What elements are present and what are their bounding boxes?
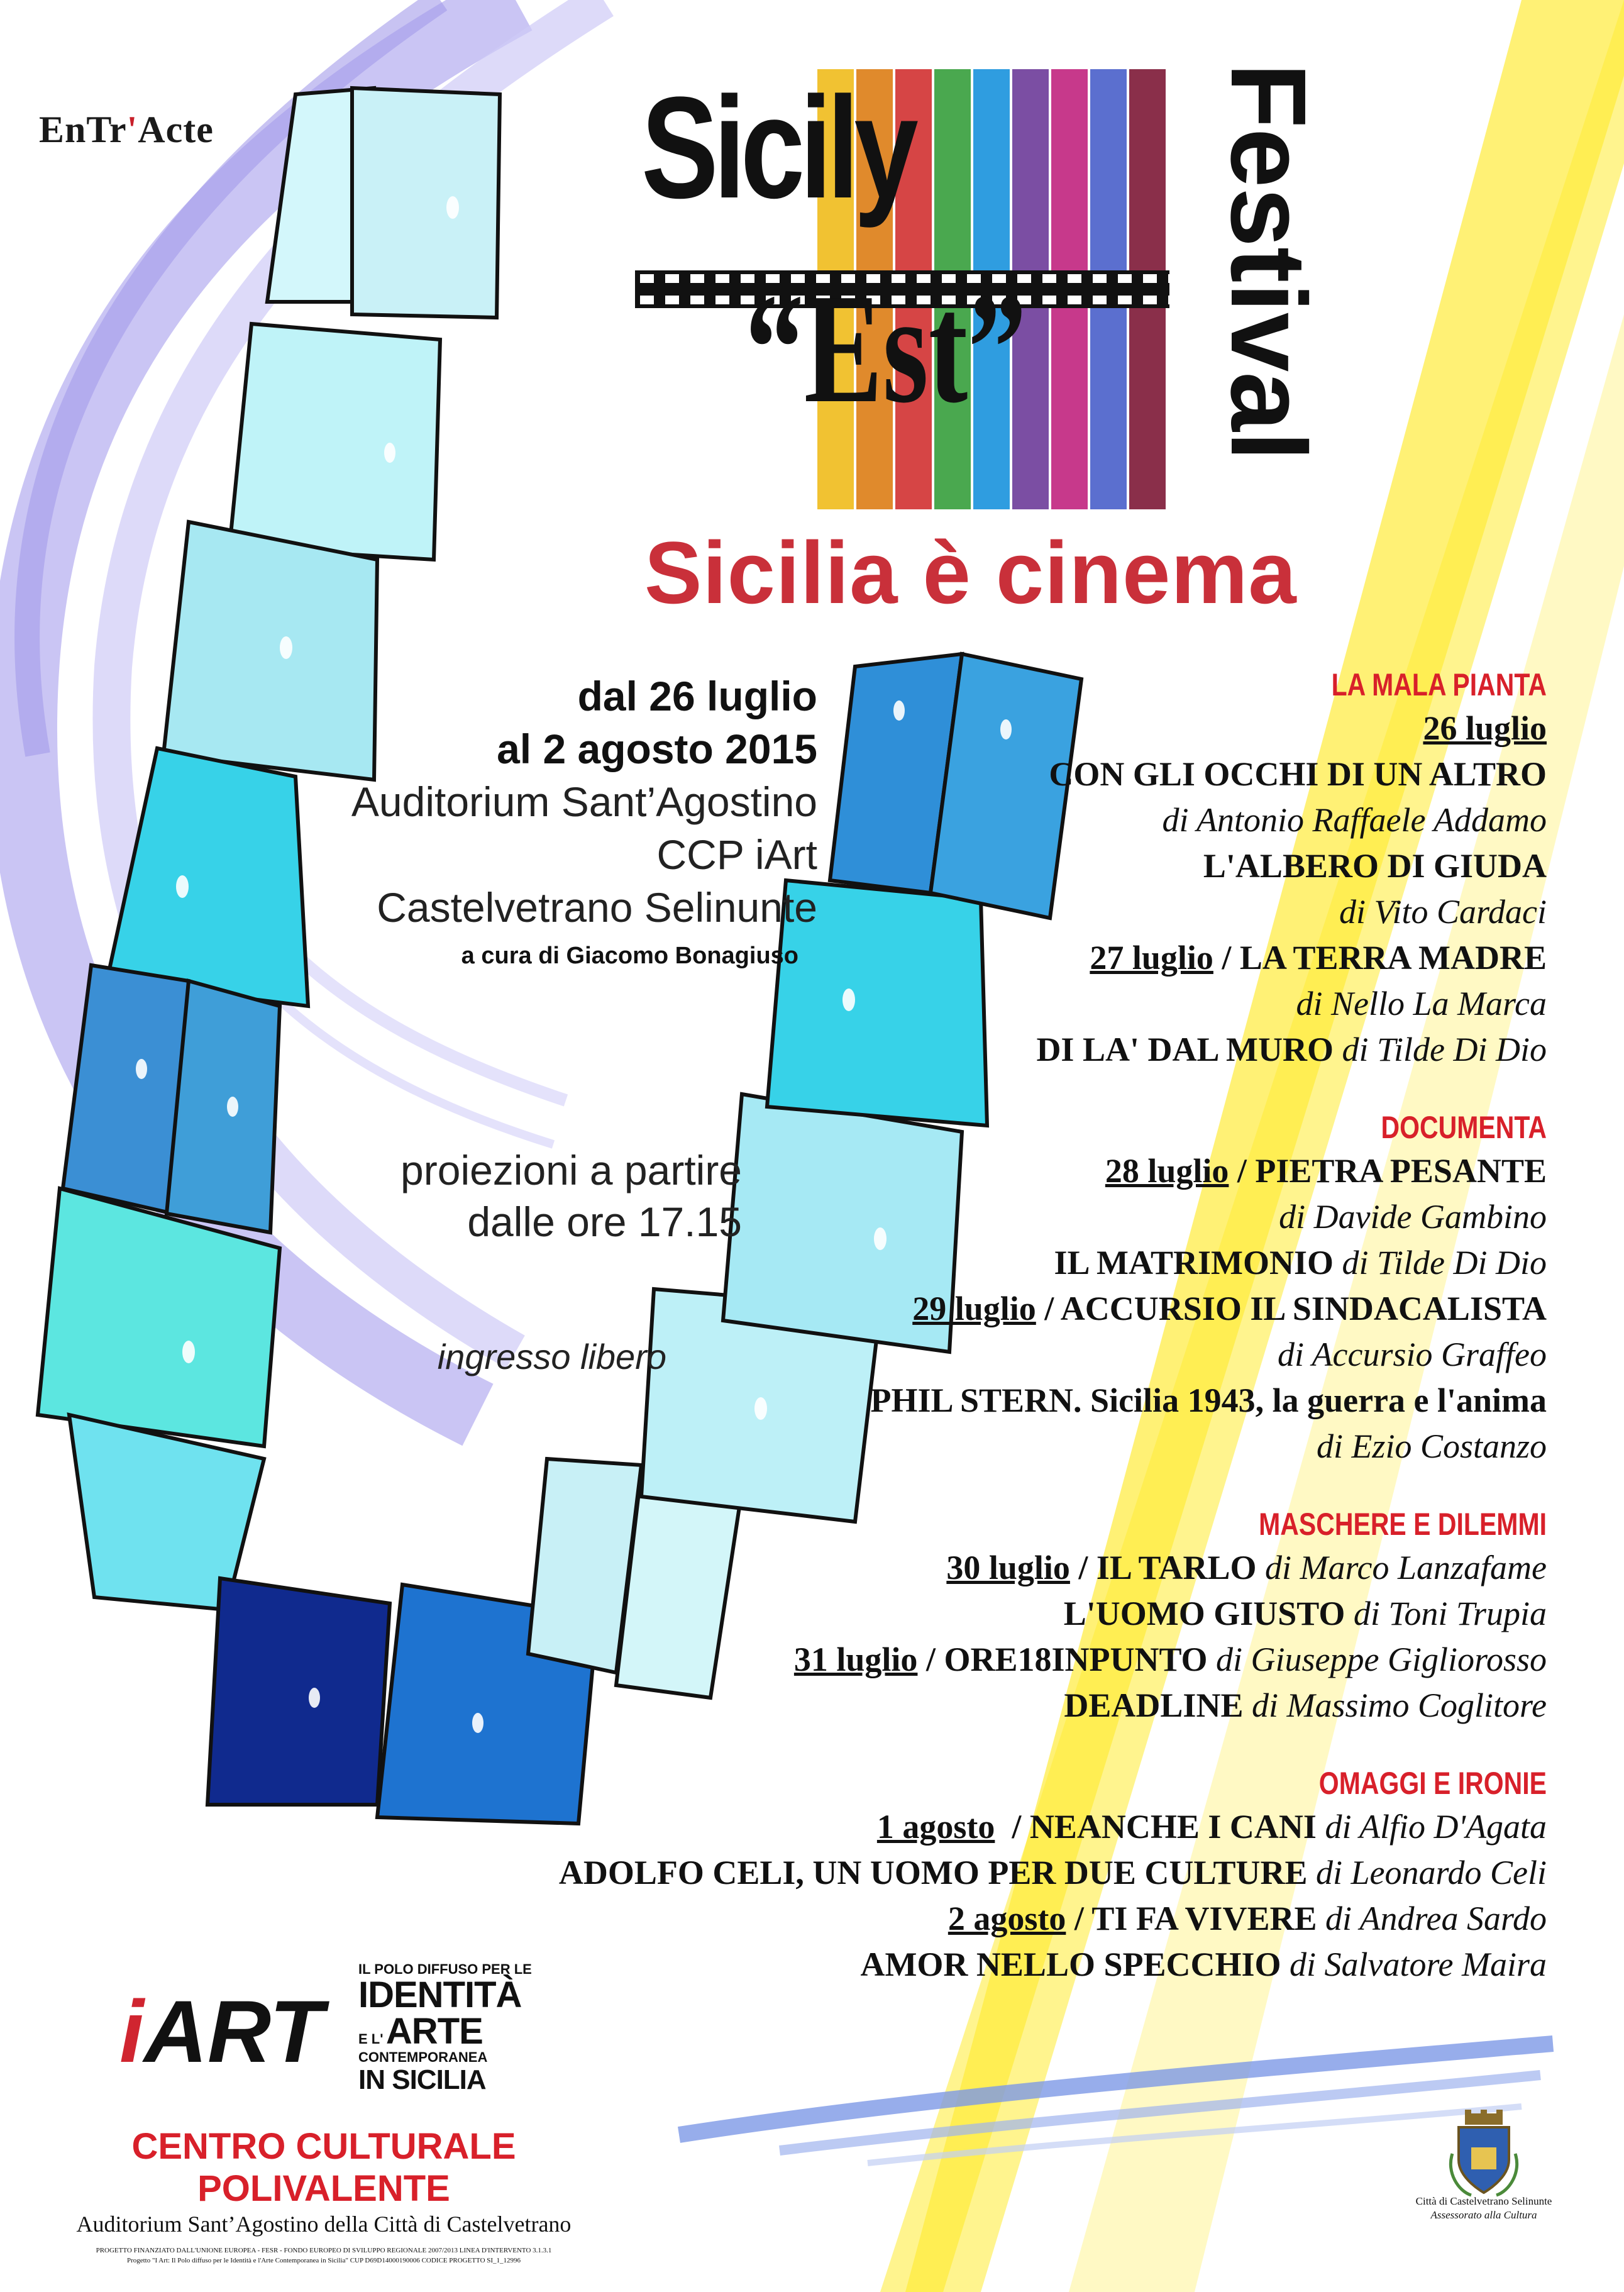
film-director: di Andrea Sardo [1325,1900,1547,1937]
logo-festival-text: Festival [1208,63,1328,462]
programme-line [553,1637,1547,1683]
iart-logo-i: i [119,1982,144,2081]
programme-line [553,706,1547,751]
screening-date: 1 agosto [876,1808,995,1846]
film-title: DEADLINE [1064,1686,1252,1724]
iart-logo-art: ART [143,1982,324,2081]
film-director: di Massimo Coglitore [1251,1686,1547,1724]
film-title: CON GLI OCCHI DI UN ALTRO [1049,755,1547,793]
film-title: / LA TERRA MADRE [1213,939,1547,977]
programme-line [553,1424,1547,1470]
polo-line-4: ARTE [385,2011,483,2052]
entracte-logo-mark: ' [126,109,138,150]
film-title: / TI FA VIVERE [1066,1900,1325,1937]
programme-line [553,1240,1547,1286]
film-title: / ORE18INPUNTO [917,1641,1216,1678]
programme-line [553,1545,1547,1591]
film-title: / NEANCHE I CANI [995,1808,1325,1846]
film-director: di Toni Trupia [1353,1595,1547,1632]
logo-sicily-text: Sicily [641,67,914,228]
programme-line [553,1194,1547,1240]
funding-note-1: PROGETTO FINANZIATO DALL'UNIONE EUROPEA - FESR - FONDO EUROPEO DI SVILUPPO REGIONALE 2007/2013 LINEA D'INTERVENTO 3.1.3.1 [96,2247,552,2254]
programme-line [553,1896,1547,1942]
film-director: di Antonio Raffaele Addamo [1162,801,1547,839]
ccp-subtitle: Auditorium Sant’Agostino della Città di Castelvetrano [76,2212,572,2237]
polo-line-art [358,2013,547,2050]
filmstrip-hole [1093,296,1107,304]
programme-line [553,889,1547,935]
filmstrip-hole [1143,296,1157,304]
programme-line [553,1148,1547,1194]
screening-date: 27 luglio [1090,939,1213,977]
ccp-footer [35,2125,613,2265]
programme-line [553,1942,1547,1988]
screening-date: 2 agosto [947,1900,1066,1937]
programme-line [553,1804,1547,1850]
filmstrip-hole [665,296,679,304]
film-director: di Tilde Di Dio [1342,1244,1547,1282]
programme-line [553,843,1547,889]
programme [553,667,1547,1988]
municipality-name: Città di Castelvetrano Selinunte [1415,2195,1552,2207]
screening-date: 29 luglio [912,1290,1036,1327]
film-director: di Leonardo Celi [1315,1854,1547,1891]
programme-line [553,1378,1547,1424]
programme-line [553,1027,1547,1073]
programme-line [553,1286,1547,1332]
polo-line-3: E L' [358,2031,384,2047]
film-title: AMOR NELLO SPECCHIO [860,1946,1290,1983]
film-director: di Davide Gambino [1279,1198,1547,1236]
film-director: di Tilde Di Dio [1342,1031,1547,1068]
programme-line [553,751,1547,797]
coat-of-arms-icon [1446,2110,1522,2198]
iart-logo [119,1981,323,2083]
screening-line-2: dalle ore 17.15 [467,1199,742,1245]
screening-date: 28 luglio [1105,1152,1229,1190]
programme-line [553,1591,1547,1637]
filmstrip-hole [690,274,704,283]
venue-line-1: Auditorium Sant’Agostino [351,778,817,825]
screening-line-1: proiezioni a partire [400,1147,742,1193]
filmstrip-hole [640,296,654,304]
film-title: DI LA' DAL MURO [1036,1031,1342,1068]
filmstrip-hole [640,274,654,283]
programme-line [553,981,1547,1027]
filmstrip-hole [1168,296,1182,304]
film-director: di Alfio D'Agata [1325,1808,1547,1846]
screening-date: 30 luglio [946,1549,1070,1586]
programme-line [553,797,1547,843]
film-director: di Vito Cardaci [1339,893,1547,931]
film-director: di Salvatore Maira [1290,1946,1547,1983]
filmstrip-hole [1068,274,1081,283]
filmstrip-hole [1042,274,1056,283]
entracte-logo [39,108,214,152]
film-title: L'UOMO GIUSTO [1063,1595,1354,1632]
film-title: / IL TARLO [1069,1549,1266,1586]
ccp-title: CENTRO CULTURALE POLIVALENTE [131,2126,516,2209]
programme-line [553,935,1547,981]
municipality-credit [1393,2195,1575,2222]
date-end: al 2 agosto 2015 [497,726,817,772]
filmstrip-hole [1143,274,1157,283]
section-title: MASCHERE E DILEMMI [1259,1507,1547,1542]
festival-logo [635,63,1328,629]
municipality-office: Assessorato alla Cultura [1430,2209,1537,2221]
film-director: di Accursio Graffeo [1278,1336,1547,1373]
date-start: dal 26 luglio [577,673,817,719]
section-title: OMAGGI E IRONIE [1318,1766,1547,1801]
entracte-logo-right: Acte [138,109,214,150]
filmstrip-hole [1118,274,1132,283]
section-title: DOCUMENTA [1381,1110,1547,1145]
filmstrip-hole [715,296,729,304]
film-director: di Ezio Costanzo [1316,1427,1547,1465]
polo-line-2: IDENTITÀ [358,1974,522,2015]
programme-line [553,1332,1547,1378]
admission: ingresso libero [437,1337,666,1376]
funding-note-2: Progetto "I Art: Il Polo diffuso per le Identità e l'Arte Contemporanea in Sicilia" CUP D69D14000190006 CODICE PROGETTO SI_1_12996 [126,2257,521,2264]
filmstrip-hole [665,274,679,283]
screening-date: 26 luglio [1423,709,1547,747]
filmstrip-hole [1042,296,1056,304]
filmstrip-hole [1168,274,1182,283]
curator: a cura di Giacomo Bonagiuso [461,943,798,969]
polo-line-6: IN SICILIA [358,2064,486,2095]
film-director: di Marco Lanzafame [1265,1549,1547,1586]
entracte-logo-left: EnTr [39,109,127,150]
programme-line [553,1683,1547,1729]
polo-line-1: IL POLO DIFFUSO PER LE [358,1961,532,1977]
film-director: di Nello La Marca [1296,985,1547,1022]
filmstrip-hole [690,296,704,304]
section-title: LA MALA PIANTA [1331,667,1547,702]
film-title: / ACCURSIO IL SINDACALISTA [1036,1290,1547,1327]
polo-diffuso-logo [358,1962,547,2095]
programme-line [553,1850,1547,1896]
film-director: di Giuseppe Gigliorosso [1216,1641,1547,1678]
venue-line-3: Castelvetrano Selinunte [377,884,817,931]
filmstrip-hole [1118,296,1132,304]
polo-line-5: CONTEMPORANEA [358,2049,488,2065]
film-title: ADOLFO CELI, UN UOMO PER DUE CULTURE [558,1854,1316,1891]
filmstrip-hole [1068,296,1081,304]
logo-est-text: “Est” [745,262,1027,436]
film-title: IL MATRIMONIO [1054,1244,1342,1282]
filmstrip-hole [1093,274,1107,283]
venue-line-2: CCP iArt [656,831,817,878]
filmstrip-hole [715,274,729,283]
screening-date: 31 luglio [793,1641,918,1678]
film-title: PHIL STERN. Sicilia 1943, la guerra e l'anima [870,1381,1547,1419]
film-title: / PIETRA PESANTE [1229,1152,1547,1190]
logo-subtitle: Sicilia è cinema [644,523,1297,622]
film-title: L'ALBERO DI GIUDA [1203,847,1547,885]
